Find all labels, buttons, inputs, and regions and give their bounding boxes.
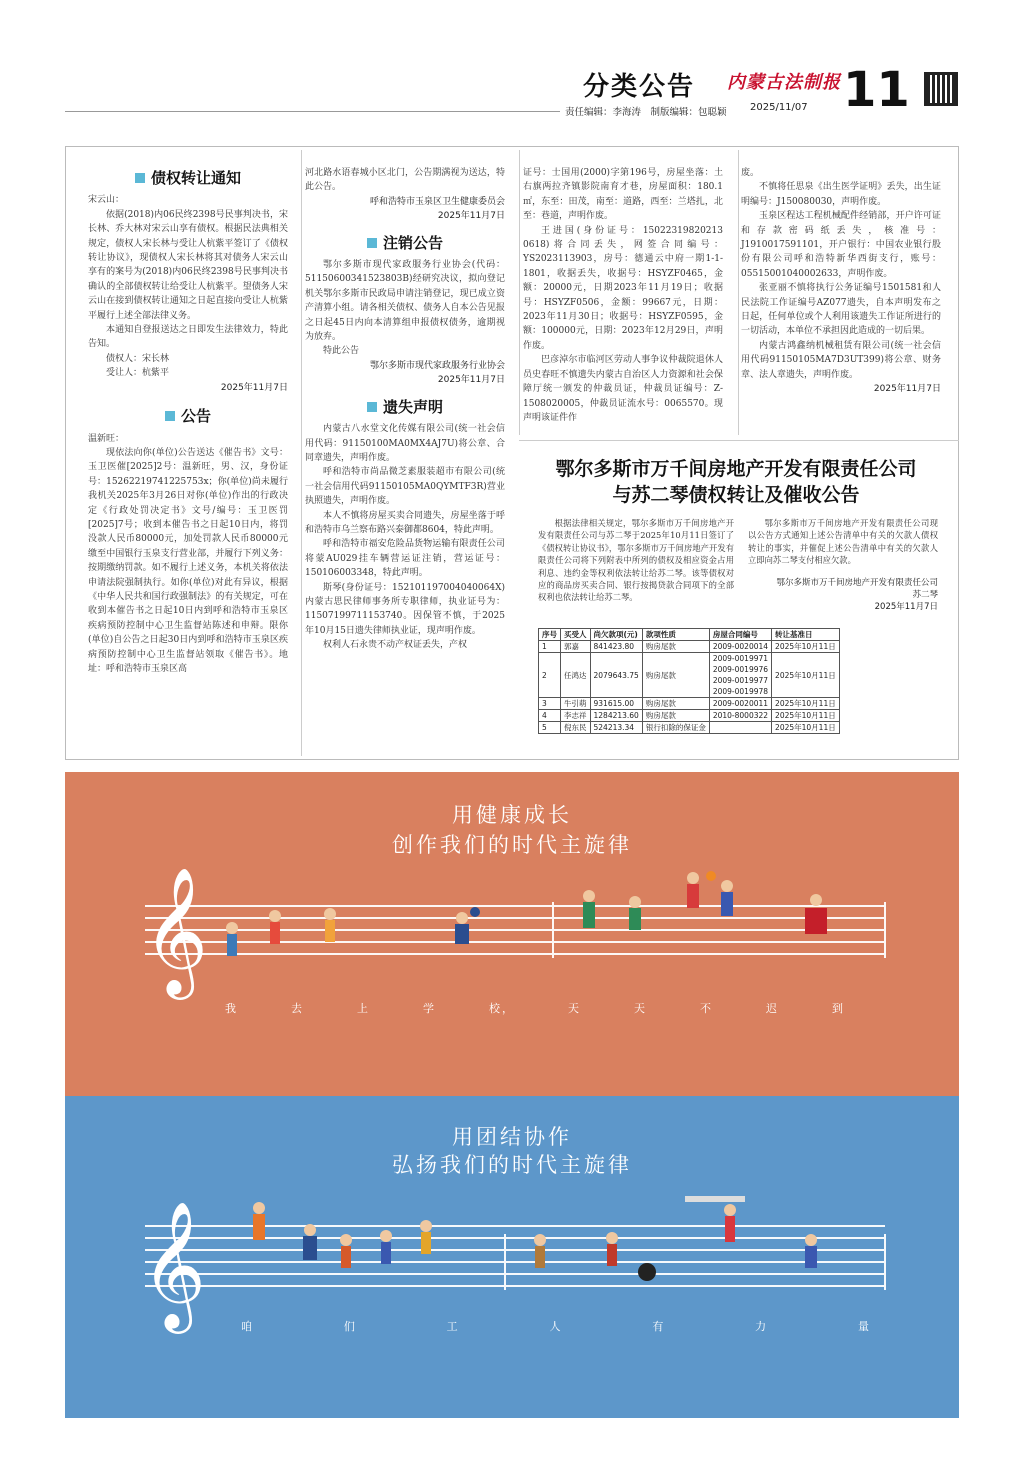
paragraph: 王进国(身份证号：15022319820213 0618)将合同丢失，网签合同编号：YS2023113903，房号：德通云中府一期1-1-1801，收据丢失，收据号：HSYZF0465，金额：20000元，日期2023年11月19日；收据号：HSYZF0506，金额：99667元，日期：2023年11月30日；收据号：HSYZF0595，金额：100000元，日期：2023年12月29日，声明作废。: [523, 225, 723, 351]
qr-code-icon: [924, 72, 958, 106]
date-line: 2025年11月7日: [437, 211, 505, 222]
table-cell: 1284213.60: [590, 710, 642, 722]
debt-notice-title: 鄂尔多斯市万千间房地产开发有限责任公司 与苏二琴债权转让及催收公告: [555, 458, 917, 506]
paragraph: 不慎将任思泉《出生医学证明》丢失，出生证明编号：J150080030，声明作废。: [741, 182, 941, 207]
page-number: 11: [843, 62, 910, 118]
paragraph: 玉泉区程达工程机械配件经销部，开户许可证和存款密码纸丢失，核准号：J1910017591101，开户银行：中国农业银行股份有限公司呼和浩特新华西街支行，账号：05515001040002633，声明作废。: [741, 211, 941, 279]
debt-notice-right: 鄂尔多斯市万千间房地产开发有限责任公司现以公告方式通知上述公告清单中有关的欠款人债权转让的事实，并催促上述公告清单中有关的欠款人立即向苏二琴支付相应欠款。 鄂尔多斯市万千间房地产开发有限责任公司 苏二琴 2025年11月7日: [748, 518, 938, 613]
column-3: [523, 166, 723, 425]
table-cell: 4: [539, 710, 561, 722]
editor-credits: 责任编辑：李海涛 制版编辑：包聪颖: [565, 107, 727, 118]
banner-slogan-line2: 弘扬我们的时代主旋律: [392, 1153, 632, 1177]
paragraph: 呼和浩特市尚品微芝素服装超市有限公司(统一社会信用代码91150105MA0QYMTF3R)营业执照遗失，声明作废。: [305, 467, 505, 507]
table-header: 款项性质: [642, 629, 709, 641]
table-cell: 1: [539, 641, 561, 653]
date-line: 2025年11月7日: [220, 382, 288, 393]
lyric-char: 人: [549, 1320, 563, 1333]
signature: 苏二琴: [912, 590, 938, 601]
paragraph: 呼和浩特市福安危险品货物运输有限责任公司将蒙AU029挂车辆营运证注销，营运证号：150106003348，特此声明。: [305, 539, 505, 579]
music-staff-illustration: [65, 772, 959, 1096]
paragraph: 斯琴(身份证号：152101197004040064X)内蒙古思民律师事务所专职律师，执业证号为：11507199711153740。因保管不慎，于2025年10月15日遗失律师执业证，现声明作废。: [305, 582, 505, 636]
table-cell-contracts: 2009-0020011: [709, 698, 771, 710]
table-row: [539, 641, 840, 653]
lyric-char: 咱: [241, 1320, 254, 1333]
paragraph: 本通知自登报送达之日即发生法律效力，特此告知。: [88, 325, 288, 350]
lyric-char: 上: [357, 1002, 370, 1015]
lyric-char: 天: [634, 1002, 647, 1015]
notice-divider: [519, 440, 959, 441]
table-cell: 524213.34: [590, 722, 642, 734]
banner-slogan-line1: 用健康成长: [452, 803, 572, 827]
table-header: 买受人: [561, 629, 591, 641]
signature: 呼和浩特市玉泉区卫生健康委员会: [369, 196, 505, 207]
lyric-char: 迟: [766, 1002, 779, 1015]
table-cell: 5: [539, 722, 561, 734]
table-cell: 2079643.75: [590, 653, 642, 698]
table-cell: 倪东民: [561, 722, 591, 734]
table-cell: 2025年10月11日: [772, 653, 840, 698]
lyric-char: 力: [755, 1320, 769, 1333]
table-cell: 购房尾款: [642, 653, 709, 698]
paragraph: 本人不慎将房屋买卖合同遗失，房屋坐落于呼和浩特市乌兰察布路兴泰御都8604，特此声明。: [305, 510, 505, 535]
issue-date: 2025/11/07: [750, 102, 808, 113]
table-cell: 购房尾款: [642, 710, 709, 722]
lyrics-line: [241, 1318, 871, 1334]
date-line: 2025年11月7日: [873, 384, 941, 395]
signature: 鄂尔多斯市万千间房地产开发有限责任公司: [776, 577, 938, 588]
banner-slogan-line2: 创作我们的时代主旋律: [392, 833, 632, 857]
lyric-char: 不: [700, 1002, 713, 1015]
table-cell: 郭嘉: [561, 641, 591, 653]
signature: 鄂尔多斯市现代家政服务行业协会: [369, 360, 505, 371]
table-cell-contracts: 2010-8000322: [709, 710, 771, 722]
debt-table-wrap: [538, 628, 840, 734]
header-rule: [65, 111, 560, 112]
square-icon: [135, 173, 145, 183]
paragraph: 内蒙古鸿鑫纳机械租赁有限公司(统一社会信用代码91150105MA7D3UT399)将公章、财务章、法人章遗失，声明作废。: [741, 340, 941, 380]
paragraph: 现依法向你(单位)公告送达《催告书》文号：玉卫医催[2025]2号：温新旺，男、汉，身份证号：15262219741225753x；你(单位)尚未履行我机关2025年3月26日对你(单位)作出的行政决定《行政处罚决定书》文号/编号：玉卫医罚[2025]7号；收到本催告书之日起10日内，将罚没款人民币80000元，加处罚款人民币80000元缴至中国银行玉泉支行营业部，并履行下列义务：按期缴纳罚款。如不履行上述义务，本机关将依法申请法院强制执行。如你(单位)对此有异议，根据《中华人民共和国行政强制法》的有关规定，可在收到本催告书之日起10日内到呼和浩特市玉泉区疾病预防控制中心卫生监督站陈述和申辩。限你(单位)自公告之日起30日内到呼和浩特市玉泉区疾病预防控制中心卫生监督站领取《催告书》。地址：呼和浩特市玉泉区高: [88, 447, 288, 674]
table-row: [539, 653, 840, 698]
paragraph: 证号：士国用(2000)字第196号，房屋坐落：土右旗两拉齐镇影院南育才巷，房屋面积：180.1㎡，东至：田茂，南至：道路，西至：兰塔扎，北至：巷道，声明作废。: [523, 168, 723, 222]
assignee-line: 受让人：杭紫平: [106, 368, 170, 379]
table-cell: 2025年10月11日: [772, 698, 840, 710]
paragraph: 巴彦淖尔市临河区劳动人事争议仲裁院退休人员史春旺不慎遗失内蒙古自治区人力资源和社会保障厅统一颁发的仲裁员证，仲裁员证编号：Z-1508020005，仲裁员证流水号：0065570。现声明该证件作: [523, 355, 723, 423]
music-staff-illustration: [65, 1096, 959, 1418]
debt-notice-left: 根据法律相关规定，鄂尔多斯市万千间房地产开发有限责任公司与苏二琴于2025年10月11日签订了《债权转让协议书》，鄂尔多斯市万千间房地产开发有限责任公司将下列附表中所列的债权及相应资金占用利息、违约金等权利依法转让给苏二琴。该等债权对应的商品房买卖合同、银行按揭贷款合同项下的全部权利也依法转让给苏二琴。: [538, 518, 734, 603]
table-cell-contracts: 2009-0020014: [709, 641, 771, 653]
table-row: [539, 698, 840, 710]
heading-debt-transfer: 债权转让通知: [88, 171, 288, 185]
table-cell: 牛引萌: [561, 698, 591, 710]
lyric-char: 天: [568, 1002, 581, 1015]
paragraph: 权利人石永贵不动产权证丢失，产权: [323, 640, 468, 651]
table-cell: 购房尾款: [642, 698, 709, 710]
date-line: 2025年11月7日: [874, 602, 938, 613]
table-cell: 2025年10月11日: [772, 710, 840, 722]
paragraph: 张亚丽不慎将执行公务证编号1501581和人民法院工作证编号AZ077遗失，自本声明发布之日起，任何单位或个人利用该遗失工作证所进行的一切活动，本单位不承担因此造成的一切后果。: [741, 283, 941, 337]
column-divider: [738, 150, 739, 435]
lyric-char: 工: [446, 1320, 460, 1333]
debt-table: [538, 628, 840, 734]
table-cell-contracts: 2009-0019971 2009-0019976 2009-0019977 2009-0019978: [709, 653, 771, 698]
table-header: 尚欠款项(元): [590, 629, 642, 641]
table-cell: 841423.80: [590, 641, 642, 653]
table-cell: 李志祥: [561, 710, 591, 722]
table-cell: 3: [539, 698, 561, 710]
section-title: 分类公告: [583, 72, 696, 102]
table-cell: 2: [539, 653, 561, 698]
column-4: [741, 166, 941, 397]
paragraph: 内蒙古八水堂文化传媒有限公司(统一社会信用代码：91150100MA0MX4AJ7U)将公章、合同章遗失，声明作废。: [305, 424, 505, 463]
banner-health: [65, 772, 959, 1096]
paragraph: 依据(2018)内06民终2398号民事判决书，宋长林、乔大林对宋云山享有债权。根据民法典相关规定，债权人宋长林与受让人杭紫平签订了《债权转让协议》，现债权人宋长林将其对债务人宋云山享有的案号为(2018)内06民终2398号民事判决书确认的全部债权转让给受让人杭紫平。望债务人宋云山在接到债权转让通知之日起直接向受让人杭紫平履行上述全部法律义务。: [88, 209, 288, 321]
banner-unity: [65, 1096, 959, 1418]
lyric-char: 去: [291, 1002, 304, 1015]
lyric-char: 到: [832, 1002, 845, 1015]
lyric-char: 们: [343, 1320, 357, 1333]
square-icon: [367, 402, 377, 412]
table-header: 房屋合同编号: [709, 629, 771, 641]
date-line: 2025年11月7日: [437, 375, 505, 386]
column-divider: [301, 150, 302, 756]
banner-slogan-line1: 用团结协作: [452, 1125, 572, 1149]
table-cell-contracts: [709, 722, 771, 734]
square-icon: [367, 238, 377, 248]
heading-loss-statement: 遗失声明: [305, 400, 505, 414]
treble-clef-icon: 𝄞: [141, 1200, 207, 1328]
lyric-char: 学: [423, 1002, 436, 1015]
table-header: 序号: [539, 629, 561, 641]
table-cell: 2025年10月11日: [772, 722, 840, 734]
children-figures: [226, 871, 827, 956]
lyric-char: 有: [652, 1320, 666, 1333]
creditor-line: 债权人：宋长林: [106, 353, 170, 364]
table-header: 转让基准日: [772, 629, 840, 641]
lyric-char: 校，: [489, 1002, 515, 1015]
heading-announcement: 公告: [88, 409, 288, 423]
paragraph: 鄂尔多斯市现代家政服务行业协会(代码：51150600341523803B)经研究决议，拟向登记机关鄂尔多斯市民政局申请注销登记，现已成立资产清算小组。请各相关债权、债务人自本公告见报之日起45日内向本清算组申报债权债务，逾期视为放弃。: [305, 260, 505, 343]
table-cell: 2025年10月11日: [772, 641, 840, 653]
column-2: [305, 166, 505, 653]
column-divider: [519, 150, 520, 435]
square-icon: [165, 411, 175, 421]
table-cell: 银行扣除的保证金: [642, 722, 709, 734]
paragraph: 废。: [741, 168, 760, 178]
table-cell: 931615.00: [590, 698, 642, 710]
table-row: [539, 710, 840, 722]
table-cell: 任鸿达: [561, 653, 591, 698]
table-row: [539, 722, 840, 734]
paragraph: 特此公告: [323, 346, 360, 357]
treble-clef-icon: 𝄞: [143, 866, 209, 994]
column-1: [88, 163, 288, 676]
lyric-char: 我: [225, 1002, 238, 1015]
lyric-char: 量: [857, 1320, 871, 1333]
newspaper-logo: 内蒙古法制报: [727, 72, 841, 93]
heading-deregistration: 注销公告: [305, 236, 505, 250]
table-cell: 购房尾款: [642, 641, 709, 653]
lyrics-line: [225, 1000, 845, 1016]
paragraph: 河北路水语春城小区北门，公告期满视为送达，特此公告。: [305, 168, 505, 193]
salutation: 温新旺：: [88, 433, 125, 444]
salutation: 宋云山：: [88, 195, 125, 206]
